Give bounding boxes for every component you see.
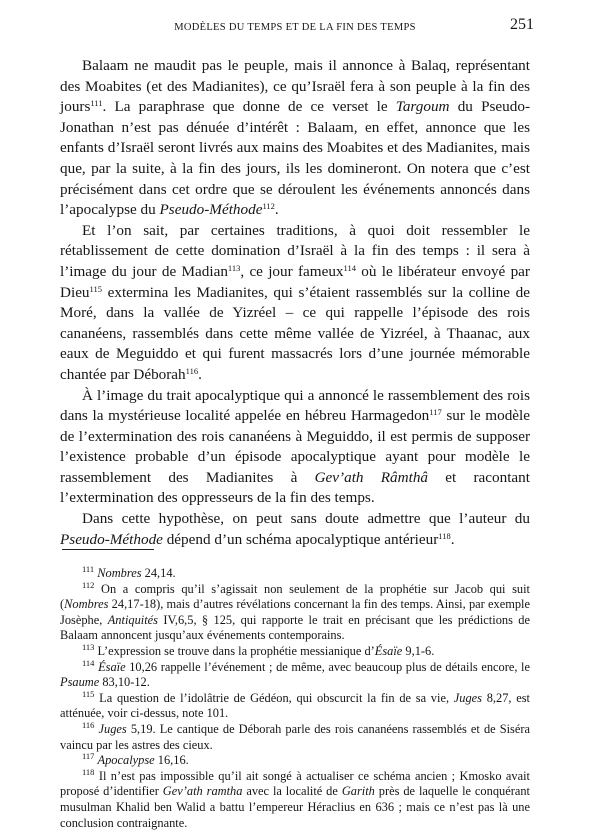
text-run: où le libérateur envoyé par Dieu xyxy=(60,262,530,301)
footnote-marker: 115 xyxy=(82,688,95,699)
footnote-marker: 111 xyxy=(90,98,103,109)
footnote xyxy=(60,579,530,644)
footnote-marker: 113 xyxy=(82,641,95,652)
footnotes xyxy=(60,566,530,831)
text-run: 24,17-18), mais d’autres révélations concernant la fin des temps. Ainsi, par exemple Josèphe, xyxy=(60,597,530,627)
italic-text: Ésaïe xyxy=(98,659,126,674)
text-run: , ce jour fameux xyxy=(240,262,344,280)
footnote-marker: 118 xyxy=(82,766,95,777)
paragraph xyxy=(60,221,530,386)
text-run: 5,19. Le cantique de Déborah parle des rois cananéens rassemblés et de Siséra vaincu par les astres des cieux. xyxy=(60,721,531,752)
text-run: 8,27, est atténuée, voir ci-dessus, note 101. xyxy=(60,690,530,721)
text-run: avec la localité de xyxy=(242,784,342,799)
running-header: MODÈLES DU TEMPS ET DE LA FIN DES TEMPS xyxy=(174,22,416,33)
italic-text: Nombres xyxy=(64,597,109,612)
italic-text: Pseudo-Méthode xyxy=(159,201,263,219)
text-run: À l’image du trait apocalyptique qui a annoncé le rassemblement des rois dans la mystérieuse localité appelée en hébreu Harmagedon xyxy=(60,386,530,425)
paragraph xyxy=(60,386,530,510)
footnote-marker: 114 xyxy=(82,657,95,668)
text-run: On a compris qu’il s’agissait non seulement de la prophétie sur Jacob qui suit ( xyxy=(60,581,530,612)
text-run: sur le modèle de l’extermination des rois cananéens à Meguiddo, il est permis de supposer l’existence probable d’un épisode apocalyptique ayant pour modèle le rassemblement des Madianites à xyxy=(60,407,530,486)
italic-text: Antiquités xyxy=(107,612,158,627)
text-run: près de laquelle le conquérant musulman Khalid ben Walid a battu l’empereur Héraclius en 636 ; mais ce n’est pas là une conclusion contraignante. xyxy=(60,784,530,830)
footnote xyxy=(60,657,530,691)
footnote-marker: 118 xyxy=(438,530,451,541)
text-run: 9,1-6. xyxy=(402,643,435,658)
italic-text: Gev’ath ramtha xyxy=(162,784,243,799)
text-run: . xyxy=(274,201,279,219)
text-run: . xyxy=(198,365,202,383)
text-run: Il n’est pas impossible qu’il ait songé à actualiser ce schéma ancien ; Kmosko avait proposé d’identifier xyxy=(60,768,530,799)
paragraph xyxy=(60,56,530,221)
paragraph xyxy=(60,509,530,550)
footnote-marker: 112 xyxy=(262,201,275,212)
footnote xyxy=(60,641,530,660)
italic-text: Juges xyxy=(98,721,127,736)
text-run: Et l’on sait, par certaines traditions, à quoi doit ressembler le rétablissement de cette domination d’Israël à la fin des temps : il sera à l’image du jour de Madian xyxy=(60,221,530,280)
footnote xyxy=(60,719,531,753)
text-run: 24,14. xyxy=(141,566,176,580)
text-run: du Pseudo-Jonathan n’est pas dénuée d’intérêt : Balaam, en effet, annonce que les enfants d’Israël seront livrés aux mains des Moabites et des Madianites, mais que, par la suite, à la fin des jours, ils les domineront. On notera que c’est précisément dans cet ordre que se déroulent les événements annoncés dans l’apocalypse du xyxy=(60,98,531,219)
text-run: L’expression se trouve dans la prophétie messianique d’ xyxy=(94,643,375,658)
footnote-marker: 112 xyxy=(82,579,95,590)
footnote-marker: 111 xyxy=(82,564,95,574)
italic-text: Ésaïe xyxy=(374,643,403,658)
page-number: 251 xyxy=(510,16,534,33)
footnote xyxy=(60,688,530,722)
text-run: 10,26 rappelle l’événement ; de même, avec beaucoup plus de détails encore, le xyxy=(125,659,530,674)
text-run: 16,16. xyxy=(154,753,189,768)
text-run: IV,6,5, § 125, qui rapporte le trait en précisant que les prédictions de Balaam annoncent jusqu’aux événements contemporains. xyxy=(60,612,530,643)
italic-text: Juges xyxy=(453,690,482,705)
footnote xyxy=(60,753,530,769)
italic-text: Garith xyxy=(341,784,375,799)
text-run: Dans cette hypothèse, on peut sans doute admettre que l’auteur du xyxy=(82,510,530,528)
italic-text: Nombres xyxy=(97,566,142,580)
text-run: dépend d’un schéma apocalyptique antérieur xyxy=(162,530,439,548)
text-run: . xyxy=(450,530,455,548)
footnote xyxy=(60,766,530,831)
text-run: 83,10-12. xyxy=(99,675,150,690)
italic-text: Targoum xyxy=(395,98,450,116)
text-run: extermina les Madianites, qui s’étaient rassemblés sur la colline de Moré, dans la vallée de Yizréel – ce qui rappelle l’épisode des rois cananéens, rassemblés dans cette même vallée de Yizréel, à Thaanac, aux eaux de Meguiddo et qui furent massacrés lors d’une journée mémorable chantée par Déborah xyxy=(60,283,530,383)
italic-text: Pseudo-Méthode xyxy=(60,530,163,548)
italic-text: Gev’ath Râmthâ xyxy=(314,468,429,486)
italic-text: Apocalypse xyxy=(97,753,155,768)
footnote xyxy=(60,566,530,582)
text-run: La question de l’idolâtrie de Gédéon, qui obscurcit la fin de sa vie, xyxy=(94,690,454,705)
text-run: Balaam ne maudit pas le peuple, mais il annonce à Balaq, représentant des Moabites (et des Madianites), ce qu’Israël fera à son peuple à la fin des jours xyxy=(60,57,530,116)
footnote-marker: 116 xyxy=(185,365,199,376)
footnote-marker: 117 xyxy=(429,407,442,418)
footnote-marker: 116 xyxy=(82,719,95,730)
footnote-marker: 114 xyxy=(343,262,356,273)
footnote-separator xyxy=(62,549,154,550)
italic-text: Psaume xyxy=(60,675,100,690)
footnote-marker: 113 xyxy=(227,262,241,273)
footnote-marker: 117 xyxy=(82,751,95,762)
main-text xyxy=(60,56,530,550)
footnote-marker: 115 xyxy=(89,283,102,294)
text-run: et racontant l’extermination des oppresseurs de la fin des temps. xyxy=(60,468,530,507)
text-run: . La paraphrase que donne de ce verset le xyxy=(102,98,396,116)
